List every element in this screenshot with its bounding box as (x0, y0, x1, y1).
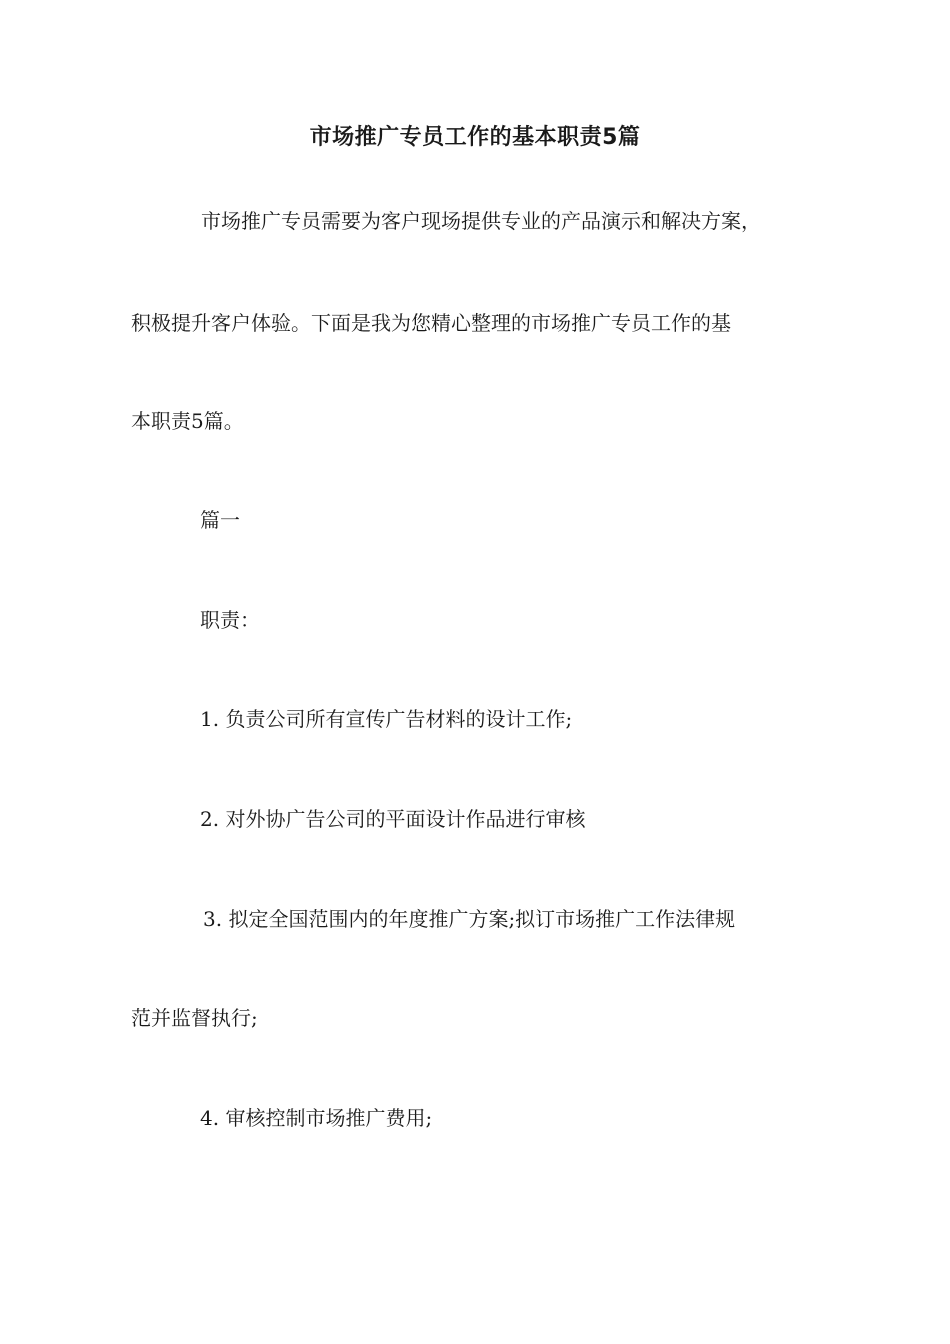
duty-item-2: 2. 对外协广告公司的平面设计作品进行审核 (200, 807, 586, 831)
intro-line-2: 积极提升客户体验。下面是我为您精心整理的市场推广专员工作的基 (131, 311, 731, 335)
duty-item-3: 3. 拟定全国范围内的年度推广方案;拟订市场推广工作法律规 (203, 907, 736, 931)
duty-item-1: 1. 负责公司所有宣传广告材料的设计工作; (200, 707, 573, 731)
duty-item-4: 4. 审核控制市场推广费用; (200, 1106, 433, 1130)
intro-line-3: 本职责5篇。 (131, 409, 244, 433)
section-heading: 篇一 (200, 508, 240, 532)
duties-label: 职责： (200, 608, 260, 632)
intro-line-1: 市场推广专员需要为客户现场提供专业的产品演示和解决方案， (201, 209, 761, 233)
document-title: 市场推广专员工作的基本职责5篇 (309, 125, 641, 150)
duty-item-3-continued: 范并监督执行; (131, 1006, 258, 1030)
